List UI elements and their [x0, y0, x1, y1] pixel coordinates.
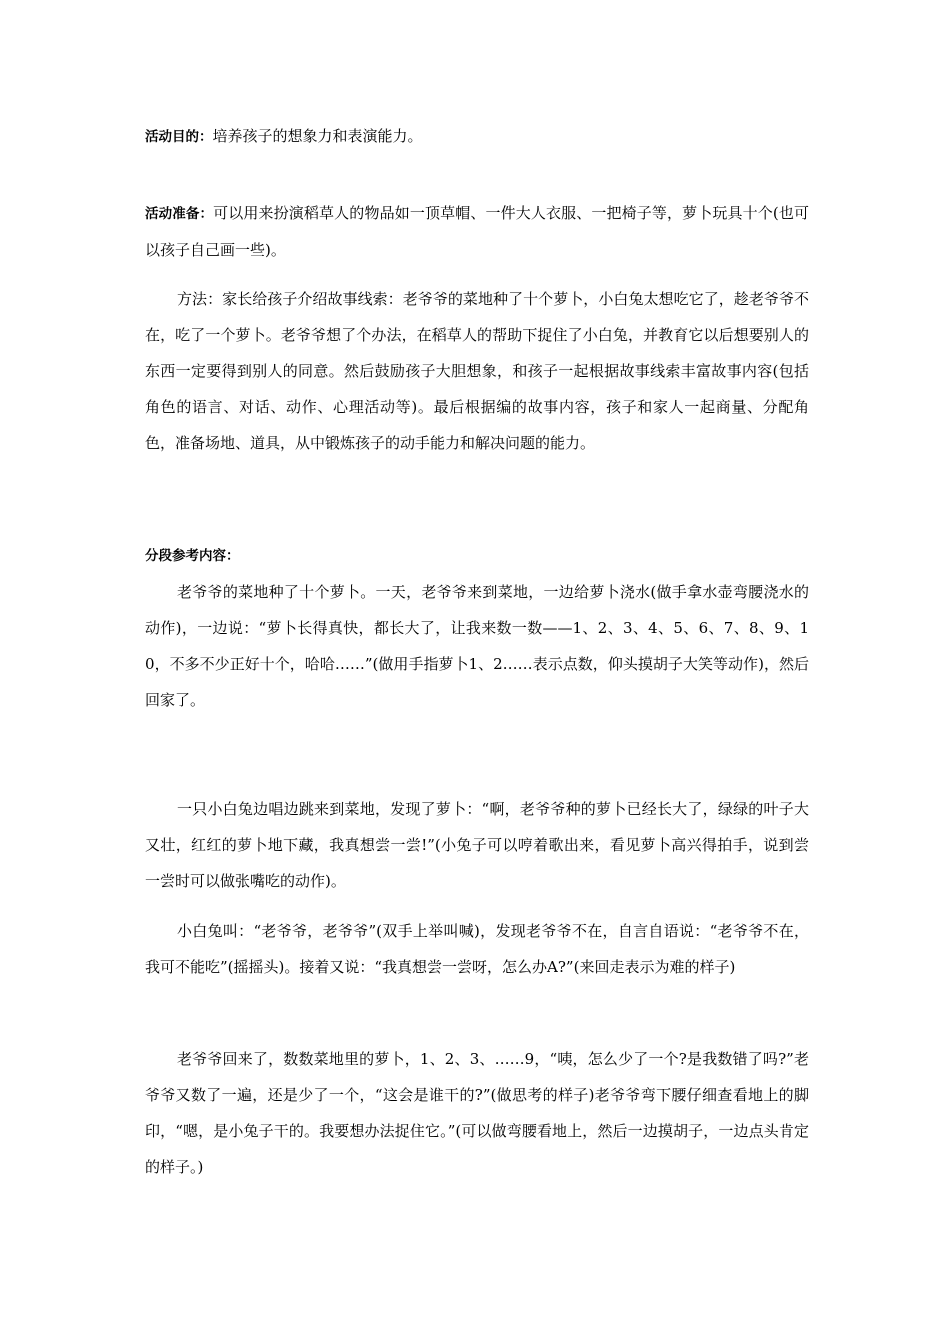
method-paragraph: 方法：家长给孩子介绍故事线索：老爷爷的菜地种了十个萝卜，小白兔太想吃它了，趁老爷爷不在，吃了一个萝卜。老爷爷想了个办法，在稻草人的帮助下捉住了小白兔，并教育它以后想要别人的东西一定要得到别人的同意。然后鼓励孩子大胆想象，和孩子一起根据故事线索丰富故事内容(包括角色的语言、对话、动作、心理活动等)。最后根据编的故事内容，孩子和家人一起商量、分配角色，准备场地、道具，从中锻炼孩子的动手能力和解决问题的能力。	[145, 290, 809, 452]
preparation-text: 可以用来扮演稻草人的物品如一顶草帽、一件大人衣服、一把椅子等，萝卜玩具十个(也可以孩子自己画一些)。	[145, 204, 810, 259]
story-paragraph-2: 一只小白兔边唱边跳来到菜地，发现了萝卜：“啊，老爷爷种的萝卜已经长大了，绿绿的叶子大又壮，红红的萝卜地下藏，我真想尝一尝!”(小兔子可以哼着歌出来，看见萝卜高兴得拍手，说到尝一尝时可以做张嘴吃的动作)。	[145, 800, 809, 890]
purpose-label: 活动目的：	[145, 129, 213, 145]
purpose-text: 培养孩子的想象力和表演能力。	[212, 127, 423, 145]
preparation-paragraph	[145, 195, 809, 268]
reference-heading	[145, 537, 809, 574]
story-paragraph-4: 老爷爷回来了，数数菜地里的萝卜，1、2、3、……9，“咦，怎么少了一个?是我数错了吗?”老爷爷又数了一遍，还是少了一个，“这会是谁干的?”(做思考的样子)老爷爷弯下腰仔细查看地上的脚印，“嗯，是小兔子干的。我要想办法捉住它。”(可以做弯腰看地上，然后一边摸胡子，一边点头肯定的样子。)	[145, 1050, 809, 1176]
story-paragraph-1: 老爷爷的菜地种了十个萝卜。一天，老爷爷来到菜地，一边给萝卜浇水(做手拿水壶弯腰浇水的动作)，一边说：“萝卜长得真快，都长大了，让我来数一数——1、2、3、4、5、6、7、8、9、10，不多不少正好十个，哈哈……”(做用手指萝卜1、2……表示点数，仰头摸胡子大笑等动作)，然后回家了。	[145, 583, 809, 709]
reference-label: 分段参考内容：	[145, 548, 240, 564]
story-paragraph-3: 小白兔叫：“老爷爷，老爷爷”(双手上举叫喊)，发现老爷爷不在，自言自语说：“老爷爷不在，我可不能吃”(摇摇头)。接着又说：“我真想尝一尝呀，怎么办A?”(来回走表示为难的样子)	[145, 922, 809, 976]
preparation-label: 活动准备：	[145, 206, 214, 222]
purpose-paragraph	[145, 118, 809, 155]
